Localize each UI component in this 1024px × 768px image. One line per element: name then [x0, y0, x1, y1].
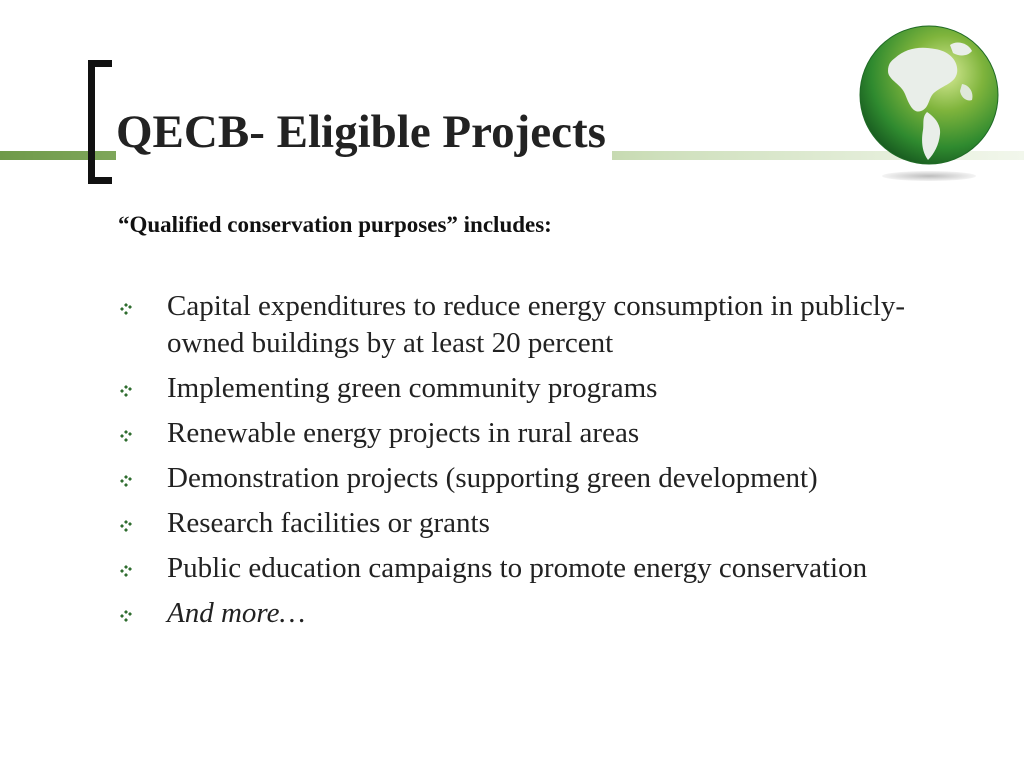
title-bracket [88, 60, 112, 184]
four-petal-diamond-icon [120, 475, 132, 487]
bullet-text: Renewable energy projects in rural areas [167, 417, 640, 449]
eligible-projects-list [118, 288, 958, 640]
list-item [118, 370, 958, 407]
bullet-text: Research facilities or grants [167, 507, 490, 539]
list-item [118, 550, 958, 587]
list-item [118, 415, 958, 452]
four-petal-diamond-icon [120, 430, 132, 442]
bullet-text: And more… [167, 597, 306, 629]
four-petal-diamond-icon [120, 303, 132, 315]
bullet-text: Capital expenditures to reduce energy consumption in publicly-owned buildings by at least 20 percent [167, 290, 905, 359]
globe-icon [858, 24, 1002, 184]
bullet-text: Public education campaigns to promote energy conservation [167, 552, 868, 584]
list-item [118, 288, 958, 362]
bullet-text: Implementing green community programs [167, 372, 658, 404]
slide-subtitle: “Qualified conservation purposes” includes: [118, 212, 552, 237]
four-petal-diamond-icon [120, 565, 132, 577]
four-petal-diamond-icon [120, 610, 132, 622]
slide-title: QECB- Eligible Projects [116, 100, 612, 164]
bullet-text: Demonstration projects (supporting green development) [167, 462, 818, 494]
list-item [118, 595, 958, 632]
four-petal-diamond-icon [120, 520, 132, 532]
list-item [118, 505, 958, 542]
list-item [118, 460, 958, 497]
four-petal-diamond-icon [120, 385, 132, 397]
